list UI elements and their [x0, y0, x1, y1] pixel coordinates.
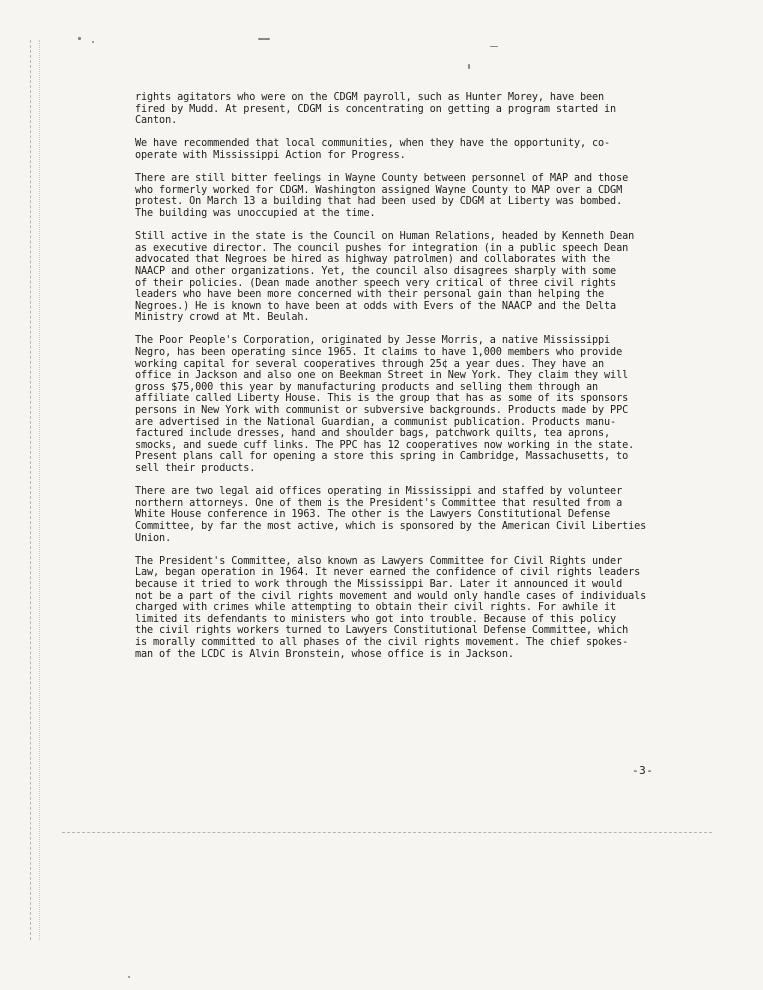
paragraph-poor-peoples-corporation: The Poor People's Corporation, originated by Jesse Morris, a native Mississippi Negro, has been operating since 1965. It claims to have 1,000 members who provide working capital for several cooperatives through 25¢ a year dues. They have an office in Jackson and also one on Beekman Street in New York. They claim they will gross $75,000 this year by manufacturing products and selling them through an affiliate called Liberty House. This is the group that has as some of its sponsors persons in New York with communist or subversive backgrounds. Products made by PPC are advertised in the National Guardian, a communist publication. Products manu- factured include dresses, hand and shoulder bags, patchwork quilts, tea aprons, smocks, and suede cuff links. The PPC has 12 cooperatives now working in the state. Present plans call for opening a store this spring in Cambridge, Massachusetts, to sell their products. — [135, 335, 635, 474]
paragraph-wayne-county: There are still bitter feelings in Wayne County between personnel of MAP and those who formerly worked for CDGM. Washington assigned Wayne County to MAP over a CDGM protest. On March 13 a building that had been used by CDGM at Liberty was bombed. The building was unoccupied at the time. — [135, 173, 629, 219]
scan-speck — [128, 976, 130, 978]
paragraph-council-human-relations: Still active in the state is the Council on Human Relations, headed by Kenneth Dean as executive director. The council pushes for integration (in a public speech Dean advocated that Negroes be hired as highway patrolmen) and collaborates with the NAACP and other organizations. Yet, the council also disagrees sharply with some of their policies. (Dean made another speech very critical of three civil rights leaders who have been more concerned with their personal gain than helping the Negroes.) He is known to have been at odds with Evers of the NAACP and the Delta Ministry crowd at Mt. Beulah. — [135, 231, 635, 324]
paragraph-presidents-committee: The President's Committee, also known as Lawyers Committee for Civil Rights under Law, began operation in 1964. It never earned the confidence of civil rights leaders because it tried to work through the Mississippi Bar. Later it announced it would not be a part of the civil rights movement and would only handle cases of individuals charged with crimes while attempting to obtain their civil rights. For awhile it limited its defendants to ministers who got into trouble. Because of this policy the civil rights workers turned to Lawyers Constitutional Defense Committee, which is morally committed to all phases of the civil rights movement. The chief spokes- man of the LCDC is Alvin Bronstein, whose office is in Jackson. — [135, 555, 647, 660]
document-body — [135, 92, 655, 672]
binding-margin-marks — [30, 40, 43, 940]
scan-speck — [78, 37, 81, 40]
page-number: -3- — [632, 764, 654, 777]
paragraph-cdgm-payroll: rights agitators who were on the CDGM payroll, such as Hunter Morey, have been fired by Mudd. At present, CDGM is concentrating on getting a program started in Canton. — [135, 92, 617, 127]
paragraph-legal-aid-offices: There are two legal aid offices operating in Mississippi and staffed by volunteer northern attorneys. One of them is the President's Committee that resulted from a White House conference in 1963. The other is the Lawyers Constitutional Defense Committee, by far the most active, which is sponsored by the American Civil Liberties Union. — [135, 486, 647, 544]
scan-speck — [490, 46, 498, 47]
paragraph-recommendation: We have recommended that local communities, when they have the opportunity, co- operate with Mississippi Action for Progress. — [135, 138, 611, 161]
scan-speck — [258, 38, 270, 40]
scan-speck — [468, 64, 470, 69]
bottom-scan-rule — [62, 832, 712, 833]
scan-speck — [92, 41, 94, 43]
